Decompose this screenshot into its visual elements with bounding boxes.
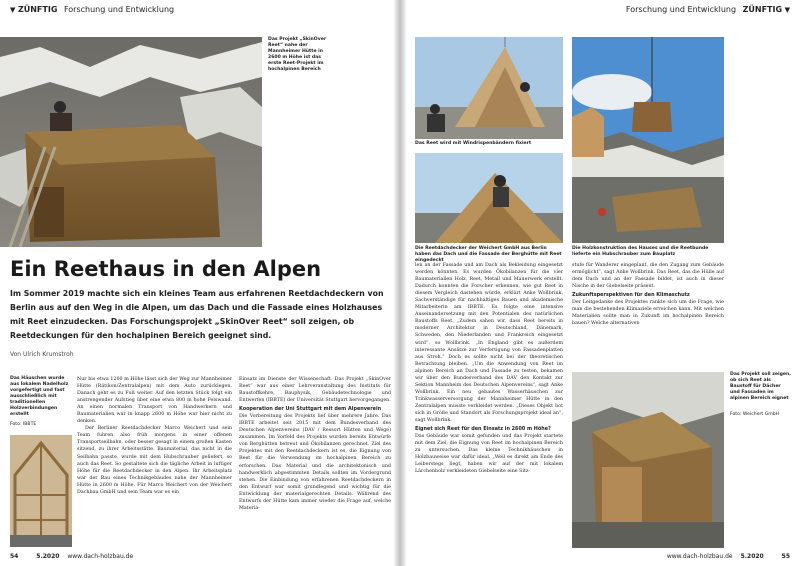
photo-thatchers	[415, 153, 563, 243]
triangle-down-icon: ▼	[784, 6, 790, 14]
left-column-2	[239, 376, 391, 550]
right-column-2	[572, 262, 724, 370]
right-page	[400, 0, 800, 566]
photo-windrispen	[415, 37, 563, 139]
footer-page-number: 54	[10, 553, 19, 560]
header-section: ZÜNFTIG	[742, 5, 783, 14]
footer-right	[667, 553, 790, 560]
article-title: Ein Reethaus in den Alpen	[10, 257, 322, 281]
paragraph: Die Vorbereitung des Projekts lief über mehrere Jahre. Das IBBTE arbeitet seit 2015 mit dem Bundesverband des Deutschen Alpenvereins (DAV / Ressort Hütten und Wege) zusammen. Im Vorfeld des Projekts wurden bereits Entwürfe von Berghütten betreut und Ökobilanzen gerechnet. Ziel des Projektes mit den Reetdachdeckern ist es, die Eignung von Reet für die Verwendung im hochalpinen Bereich zu erforschen. Das Material und die architektonisch und handwerklich abgestimmten Details sollten im Vordergrund stehen. Die Einbindung von erfahrenen Reetdachdeckern in den Entwurf war somit grundlegend und wichtig für die Entwicklung der materialgerechten Details. Während des Entwurfs der Hütte kam immer wieder die Frage auf, welche Materia-	[239, 414, 391, 511]
footer-page-number: 55	[781, 553, 790, 560]
small-photo-credit: Foto: IBBTE	[10, 422, 37, 427]
header-section: ZÜNFTIG	[17, 5, 58, 14]
footer-issue: 5.2020	[36, 553, 60, 560]
photo-caption-3: Die Holzkonstruktion des Hauses und die Reetbunde lieferte ein Hubschrauber zum Bauplatz	[572, 246, 709, 257]
paragraph: Nur bis etwa 1200 m Höhe lässt sich der Weg zur Mannheimer Hütte (Rätikon/Zentralalpen) mit dem Auto zurücklegen. Danach geht es zu Fuß weiter. Auf den letzten Stück folgt ein anstrengender Aufstieg über eine etwa 800 m hohe Felswand. An einen normalen Transport von Handwerkern und Baumaterialien war in knapp 2600 m Höhe war hier nicht zu denken.	[77, 377, 232, 425]
spine-shadow	[393, 0, 407, 566]
footer-issue: 5.2020	[740, 553, 764, 560]
side-credit: Foto: Weichert GmbH	[730, 412, 780, 417]
small-photo-caption: Das Häuschen wurde aus lokalem Nadelholz vorgefertigt und fast ausschließlich mit traditionellen Holzverbindungen erstellt	[10, 376, 69, 417]
paragraph: Einsatz im Dienste der Wissenschaft. Das Projekt „SkinOver Reet“ war aus einer Lehrveranstaltung des Instituts für Baustoffkehre, Bauphysik, Gebäudetechnologie und Entwerfen (IBBTE) der Universität Stuttgart hervorgegangen.	[239, 377, 391, 404]
footer-url: www.dach-holzbau.de	[666, 553, 733, 560]
frame-photo	[10, 435, 72, 547]
hero-caption: Das Projekt „SkinOver Reet“ nahe der Mannheimer Hütte in 2600 m Höhe ist das erste Reet-Projekt im hochalpinen Bereich	[268, 37, 327, 72]
triangle-down-icon: ▼	[10, 6, 16, 14]
section-heading: Eignet sich Reet für den Einsatz in 2600 m Höhe?	[415, 426, 551, 433]
paragraph: stufe für Wanderer eingeplant, die den Zugang zum Gebäude ermöglicht“, sagt Anke Wollbrink. Das Reet, das die Hülle auf dem Dach und an der Fassade bildet, ist auch in dieser Nische in der Giebelseite präsent.	[572, 263, 724, 290]
author-byline: Von Ulrich Krumstroh	[10, 351, 74, 358]
footer-left	[10, 553, 133, 560]
article-lead: Im Sommer 2019 machte sich ein kleines Team aus erfahrenen Reetdachdeckern von Berlin aus auf den Weg in die Alpen, um das Dach und die Fassade eines Holzhauses mit Reet einzudecken. Das Forschungsprojekt „SkinOver Reet“ soll zeigen, ob Reetdeckungen für den hochalpinen Bereich geeignet sind.	[10, 289, 384, 340]
right-column-1	[415, 262, 563, 552]
paragraph: Das Gebäude war somit gefunden und das Projekt startete mit dem Ziel, die Eignung von Reet im hochalpinen Bereich zu untersuchen. Das kleine Technikhäuschen in Holzbauweise war dafür ideal. „Weil es direkt am Ende des Leiberstegs liegt, haben wir auf der mit lokalem Lärchenholz verkleideten Giebelseite eine Sitz-	[415, 434, 563, 475]
section-heading: Zukunftsperspektiven für den Klimaschutz	[572, 292, 690, 299]
section-heading: Kooperation der Uni Stuttgart mit dem Alpenverein	[239, 406, 382, 413]
header-topic: Forschung und Entwicklung	[625, 5, 737, 14]
footer-url: www.dach-holzbau.de	[67, 553, 134, 560]
header-right	[626, 5, 790, 14]
paragraph: Der Berliner Reetdachdecker Marco Weichert und sein Team fuhren also früh morgens in einer offenen Transportseilbahn, oder besser gesagt in einem großen Kasten sitzend, zu ihrer Arbeitsstätte. Baumaterial, das nicht in die Seilbahn passte, wurde mit dem Hubschrauber geliefert, so auch das Reet. So gestaltete sich die tägliche Arbeit in luftiger Höhe für die Reetdachdecker in den Alpen. Ihr Arbeitsplatz war der Bau eines Technikgebäudes nahe der Mannheimer Hütte in 2600 m Höhe. Für Marco Weichert von der Weichert Dachbau GmbH und sein Team war es ein	[77, 426, 232, 495]
side-caption: Das Projekt soll zeigen, ob sich Reet als Baustoff für Dächer und Fassaden im alpinen Bereich eignet	[730, 372, 791, 401]
header-topic: Forschung und Entwicklung	[63, 5, 175, 14]
photo-caption-1: Das Reet wird mit Windrispenbändern fixiert	[415, 141, 532, 146]
paragraph: len an der Fassade und am Dach als Bekleidung eingesetzt werden könnten. Es wurden Ökobilanzen für die vier Baumaterialien Holz, Reet, Metall und Mauerwerk erstellt. Dadurch konnten die Forscher erkennen, wie gut Reet in diesem Vergleich dastehen würde, erklärt Anke Wollbrink, Sachverständige für nachhaltiges Bauen und akademische Mitarbeiterin am IBBTE. Es folgte eine intensive Auseinandersetzung mit den Potentialen des natürlichen Baustoffs Reet. „Zudem sahen wir, dass Reet bereits in moderner Architektur in Deutschland, Dänemark, Schweden, den Niederlanden und Frankreich eingesetzt wird“, so Wollbrink. „In England gibt es außerdem interessante Ansätze zur Verfertigung von Fassadenplatten aus Stroh.“ Doch es sollte nicht bei der theoretischen Betrachtung bleiben. „Um die Anwendung von Reet im alpinen Bereich an Dach und Fassade zu testen, bekamen wir über den Bundesverband des DAV den Kontakt zur Sektion Mannheim des Deutschen Alpenvereins“, sagt Anke Wollbrink. Ein neu gebautes Wasserhäuschen zur Trinkwasserversorgung der Mannheimer Hütte in den Zentralalpen musste verkleidet werden. „Dieses Objekt bot sich in Größe und Standort als Forschungsprojekt ideal an“, sagt Wollbrink.	[415, 263, 563, 424]
hero-photo	[0, 37, 262, 247]
paragraph: Der Leitgedanke des Projektes rankte sich um die Frage, wie man die bestehenden Klimaziele erreichen kann. Mit welchen Materialien sollte man in Zukunft im hochalpinen Bereich bauen? Welche alternativen	[572, 300, 724, 327]
header-left	[10, 5, 174, 14]
photo-caption-2: Die Reetdachdecker der Weichert GmbH aus Berlin haben das Dach und die Fassade der Berghütte mit Reet eingedeckt	[415, 246, 562, 263]
photo-reet-house	[572, 372, 724, 548]
photo-helicopter	[572, 37, 724, 243]
left-column-1	[77, 376, 232, 550]
